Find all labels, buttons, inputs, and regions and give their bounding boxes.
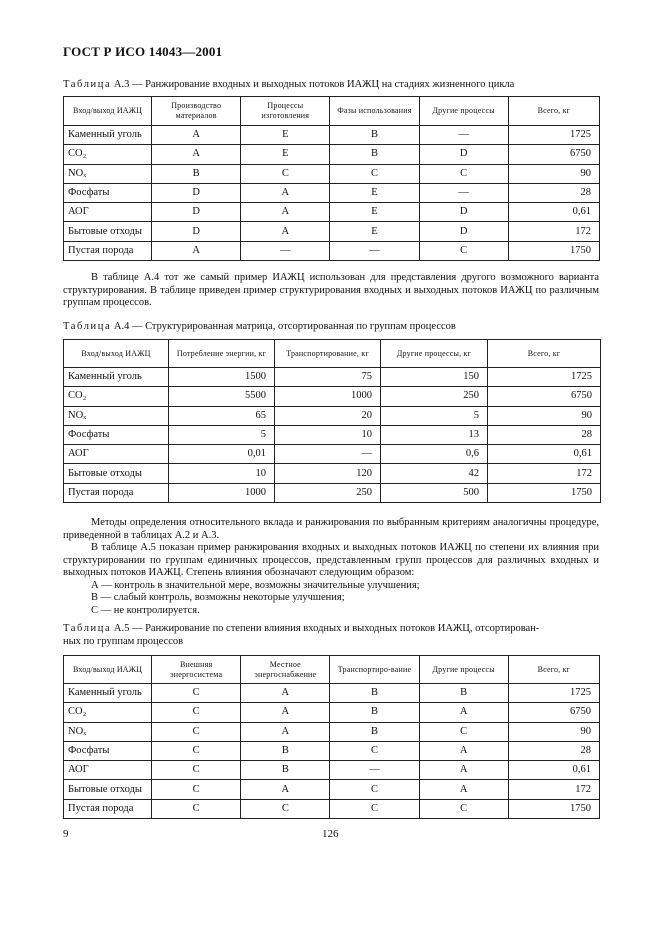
table-cell: 42 xyxy=(381,464,488,483)
table-cell: C xyxy=(152,703,241,722)
column-header: Всего, кг xyxy=(488,340,601,368)
table-row xyxy=(64,780,600,799)
table-cell: C xyxy=(152,780,241,799)
table-cell: 0,61 xyxy=(488,445,601,464)
table-cell: 1750 xyxy=(508,799,599,818)
table-cell: B xyxy=(330,703,419,722)
row-label-cell: NOₓ xyxy=(64,722,152,741)
table-a5-caption xyxy=(63,622,539,635)
table-cell: B xyxy=(241,741,330,760)
table-row xyxy=(64,164,600,183)
table-cell: C xyxy=(419,722,508,741)
table-cell: C xyxy=(419,799,508,818)
table-cell: — xyxy=(330,241,419,260)
table-a4-body xyxy=(64,368,601,503)
table-cell: D xyxy=(419,203,508,222)
row-label-cell: Фосфаты xyxy=(64,183,152,202)
column-header: Вход/выход ИАЖЦ xyxy=(64,97,152,126)
table-cell: A xyxy=(419,761,508,780)
row-label-cell: Бытовые отходы xyxy=(64,464,169,483)
row-label-cell: Пустая порода xyxy=(64,241,152,260)
table-a4-header-row xyxy=(64,340,601,368)
table-cell: D xyxy=(152,222,241,241)
row-label-cell: Бытовые отходы xyxy=(64,780,152,799)
table-cell: A xyxy=(241,203,330,222)
table-cell: 0,01 xyxy=(169,445,275,464)
table-cell: 0,61 xyxy=(508,203,599,222)
table-row xyxy=(64,183,600,202)
table-cell: A xyxy=(241,722,330,741)
table-cell: 120 xyxy=(275,464,381,483)
table-cell: B xyxy=(330,126,419,145)
table-row xyxy=(64,464,601,483)
table-a5-caption-line2: ных по группам процессов xyxy=(63,636,184,647)
column-header: Потребление энергии, кг xyxy=(169,340,275,368)
column-header: Другие процессы, кг xyxy=(381,340,488,368)
table-cell: C xyxy=(241,799,330,818)
table-row xyxy=(64,483,601,502)
table-cell: A xyxy=(419,703,508,722)
table-a3-caption-prefix: Таблица xyxy=(63,79,112,90)
table-cell: 5500 xyxy=(169,387,275,406)
column-header: Всего, кг xyxy=(508,656,599,684)
table-cell: 13 xyxy=(381,425,488,444)
table-row xyxy=(64,203,600,222)
table-a4 xyxy=(63,339,601,503)
table-cell: 5 xyxy=(169,425,275,444)
table-cell: 1750 xyxy=(508,241,599,260)
row-label-cell: NOₓ xyxy=(64,406,169,425)
table-row xyxy=(64,703,600,722)
column-header: Вход/выход ИАЖЦ xyxy=(64,340,169,368)
table-cell: 28 xyxy=(508,741,599,760)
table-cell: A xyxy=(241,684,330,703)
table-cell: A xyxy=(152,145,241,164)
table-cell: 1000 xyxy=(275,387,381,406)
table-cell: 172 xyxy=(488,464,601,483)
column-header: Всего, кг xyxy=(508,97,599,126)
document-header: ГОСТ Р ИСО 14043—2001 xyxy=(63,44,223,59)
table-cell: C xyxy=(152,722,241,741)
table-cell: 28 xyxy=(508,183,599,202)
table-cell: D xyxy=(419,222,508,241)
table-cell: D xyxy=(419,145,508,164)
column-header: Процессы изготовления xyxy=(241,97,330,126)
table-cell: B xyxy=(152,164,241,183)
table-row xyxy=(64,222,600,241)
legend-item-b: В — слабый контроль, возможны некоторые улучшения; xyxy=(91,592,345,603)
table-a4-caption-text: А.4 — Структурированная матрица, отсортированная по группам процессов xyxy=(111,321,456,332)
table-row xyxy=(64,684,600,703)
table-cell: B xyxy=(330,722,419,741)
row-label-cell: Каменный уголь xyxy=(64,368,169,387)
table-cell: C xyxy=(152,761,241,780)
table-row xyxy=(64,741,600,760)
table-cell: E xyxy=(330,222,419,241)
table-row xyxy=(64,761,600,780)
table-cell: 172 xyxy=(508,222,599,241)
table-cell: — xyxy=(419,183,508,202)
table-cell: — xyxy=(241,241,330,260)
table-cell: 1500 xyxy=(169,368,275,387)
table-row xyxy=(64,445,601,464)
row-label-cell: Пустая порода xyxy=(64,799,152,818)
table-cell: 150 xyxy=(381,368,488,387)
table-cell: D xyxy=(152,183,241,202)
table-cell: 1750 xyxy=(488,483,601,502)
row-label-cell: CO₂ xyxy=(64,703,152,722)
table-a3-header-row xyxy=(64,97,600,126)
table-cell: 65 xyxy=(169,406,275,425)
table-cell: 0,61 xyxy=(508,761,599,780)
table-cell: C xyxy=(152,799,241,818)
table-a3-body xyxy=(64,126,600,261)
table-cell: 90 xyxy=(488,406,601,425)
table-a5-caption-prefix: Таблица xyxy=(63,623,112,634)
table-row xyxy=(64,722,600,741)
column-header: Внешняя энергосистема xyxy=(152,656,241,684)
table-cell: — xyxy=(275,445,381,464)
row-label-cell: Пустая порода xyxy=(64,483,169,502)
table-cell: C xyxy=(419,164,508,183)
table-cell: 1725 xyxy=(508,126,599,145)
table-row xyxy=(64,145,600,164)
table-cell: C xyxy=(330,741,419,760)
table-row xyxy=(64,368,601,387)
table-cell: — xyxy=(419,126,508,145)
table-row xyxy=(64,387,601,406)
row-label-cell: АОГ xyxy=(64,761,152,780)
table-cell: 250 xyxy=(381,387,488,406)
page-number-left: 9 xyxy=(63,828,69,840)
table-cell: A xyxy=(419,741,508,760)
table-cell: A xyxy=(419,780,508,799)
table-cell: B xyxy=(241,761,330,780)
table-cell: 90 xyxy=(508,164,599,183)
column-header: Производство материалов xyxy=(152,97,241,126)
table-cell: 5 xyxy=(381,406,488,425)
row-label-cell: CO₂ xyxy=(64,387,169,406)
table-a4-caption xyxy=(63,320,456,333)
row-label-cell: NOₓ xyxy=(64,164,152,183)
table-cell: 6750 xyxy=(508,145,599,164)
row-label-cell: Каменный уголь xyxy=(64,684,152,703)
table-row xyxy=(64,799,600,818)
table-cell: A xyxy=(241,703,330,722)
table-a3-caption-text: А.3 — Ранжирование входных и выходных потоков ИАЖЦ на стадиях жизненного цикла xyxy=(111,79,515,90)
table-cell: E xyxy=(330,203,419,222)
table-cell: A xyxy=(152,241,241,260)
paragraph-1 xyxy=(63,272,599,310)
table-cell: — xyxy=(330,761,419,780)
table-row xyxy=(64,241,600,260)
column-header: Другие процессы xyxy=(419,656,508,684)
table-cell: 75 xyxy=(275,368,381,387)
table-cell: A xyxy=(241,222,330,241)
table-a3 xyxy=(63,96,600,261)
table-cell: A xyxy=(152,126,241,145)
table-cell: B xyxy=(330,145,419,164)
row-label-cell: Бытовые отходы xyxy=(64,222,152,241)
table-cell: C xyxy=(152,684,241,703)
table-cell: 6750 xyxy=(488,387,601,406)
column-header: Транспортирование, кг xyxy=(275,340,381,368)
table-cell: 90 xyxy=(508,722,599,741)
table-cell: 500 xyxy=(381,483,488,502)
table-cell: A xyxy=(241,780,330,799)
table-a5-body xyxy=(64,684,600,819)
table-a5-caption-text: А.5 — Ранжирование по степени влияния входных и выходных потоков ИАЖЦ, отсортирован- xyxy=(111,623,540,634)
paragraph-2-text: Методы определения относительного вклада и ранжирования по выбранным критериям аналогичны процедуре, приведенной в таблицах А.2 и А.3. xyxy=(63,517,599,541)
table-cell: B xyxy=(330,684,419,703)
table-cell: E xyxy=(241,145,330,164)
row-label-cell: АОГ xyxy=(64,203,152,222)
page-number-center: 126 xyxy=(322,828,339,840)
legend-item-a: А — контроль в значительной мере, возможны значительные улучшения; xyxy=(91,579,420,591)
column-header: Другие процессы xyxy=(419,97,508,126)
table-cell: 0,6 xyxy=(381,445,488,464)
paragraph-1-text: В таблице А.4 тот же самый пример ИАЖЦ использован для представления другого возможного варианта структурирования. В таблице приведен пример структурирования входных и выходных потоков ИАЖЦ по различным группам процессов. xyxy=(63,272,599,308)
table-cell: 20 xyxy=(275,406,381,425)
table-a3-caption xyxy=(63,78,514,91)
table-cell: B xyxy=(419,684,508,703)
table-cell: C xyxy=(152,741,241,760)
table-cell: E xyxy=(330,183,419,202)
table-cell: 28 xyxy=(488,425,601,444)
row-label-cell: Фосфаты xyxy=(64,741,152,760)
table-cell: 1725 xyxy=(488,368,601,387)
row-label-cell: Каменный уголь xyxy=(64,126,152,145)
table-cell: E xyxy=(241,126,330,145)
table-cell: 6750 xyxy=(508,703,599,722)
table-row xyxy=(64,425,601,444)
table-cell: D xyxy=(152,203,241,222)
table-cell: 250 xyxy=(275,483,381,502)
table-a4-caption-prefix: Таблица xyxy=(63,321,112,332)
row-label-cell: CO₂ xyxy=(64,145,152,164)
column-header: Местное энергоснабжение xyxy=(241,656,330,684)
table-row xyxy=(64,406,601,425)
table-cell: 1725 xyxy=(508,684,599,703)
table-a5-header-row xyxy=(64,656,600,684)
row-label-cell: АОГ xyxy=(64,445,169,464)
table-cell: C xyxy=(419,241,508,260)
table-cell: 172 xyxy=(508,780,599,799)
table-cell: C xyxy=(330,799,419,818)
paragraph-block xyxy=(63,517,599,617)
table-cell: 1000 xyxy=(169,483,275,502)
table-cell: C xyxy=(330,780,419,799)
column-header: Вход/выход ИАЖЦ xyxy=(64,656,152,684)
legend-item-c: С — не контролируется. xyxy=(91,604,200,616)
table-cell: C xyxy=(330,164,419,183)
paragraph-3-text: В таблице А.5 показан пример ранжирования входных и выходных потоков ИАЖЦ по степени их влияния при структурировании по группам единичных процессов, представленным групп процессов для различных входных и выходных потоков ИАЖЦ. Степень влияния обозначают следующим образом: xyxy=(63,542,599,578)
table-cell: 10 xyxy=(275,425,381,444)
table-row xyxy=(64,126,600,145)
table-a5 xyxy=(63,655,600,819)
table-cell: 10 xyxy=(169,464,275,483)
column-header: Фазы использования xyxy=(330,97,419,126)
table-cell: A xyxy=(241,183,330,202)
row-label-cell: Фосфаты xyxy=(64,425,169,444)
column-header: Транспортиро-вание xyxy=(330,656,419,684)
table-cell: C xyxy=(241,164,330,183)
